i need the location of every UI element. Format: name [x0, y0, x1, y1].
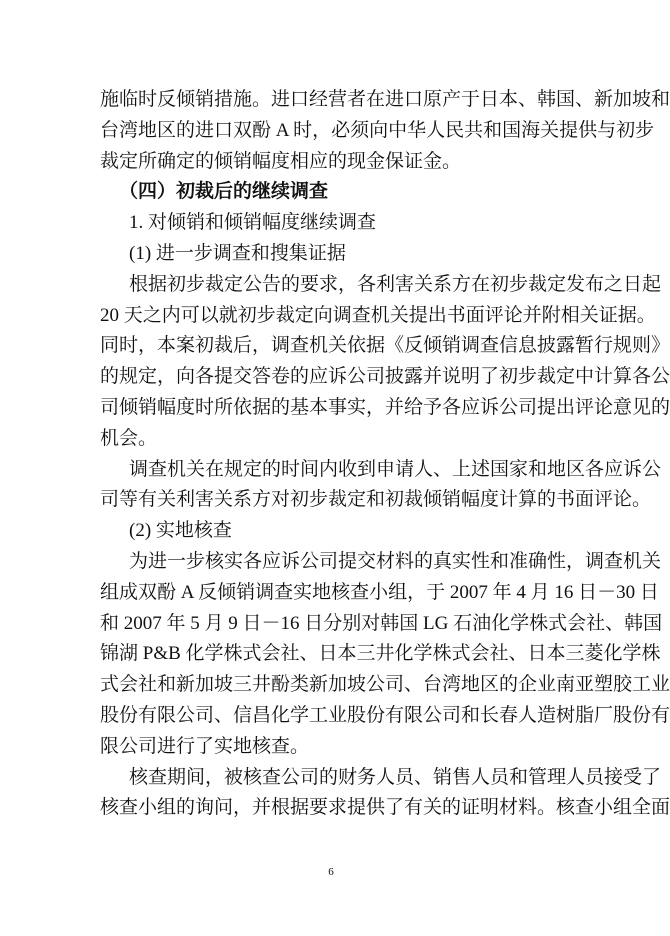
page-number: 6 [328, 866, 334, 878]
body-text-line: 司倾销幅度时所依据的基本事实，并给予各应诉公司提出评论意见的 [100, 396, 670, 418]
body-text-line: 组成双酚 A 反倾销调查实地核查小组，于 2007 年 4 月 16 日－30 日 [100, 581, 659, 603]
body-text-line: 裁定所确定的倾销幅度相应的现金保证金。 [100, 150, 462, 172]
body-text-line: 股份有限公司、信昌化学工业股份有限公司和长春人造树脂厂股份有 [100, 704, 670, 726]
body-text-line: 核查小组的询问，并根据要求提供了有关的证明材料。核查小组全面 [100, 797, 670, 819]
body-text-line: 式会社和新加坡三井酚类新加坡公司、台湾地区的企业南亚塑胶工业 [100, 674, 670, 696]
body-text-line: 调查机关在规定的时间内收到申请人、上述国家和地区各应诉公 [129, 458, 662, 480]
body-text-line: 和 2007 年 5 月 9 日－16 日分别对韩国 LG 石油化学株式会社、韩国 [100, 612, 663, 634]
body-text-line: 台湾地区的进口双酚 A 时，必须向中华人民共和国海关提供与初步 [100, 119, 655, 141]
section-heading: （四）初裁后的继续调查 [119, 181, 329, 203]
body-text-line: 的规定，向各提交答卷的应诉公司披露并说明了初步裁定中计算各公 [100, 366, 670, 388]
body-text-line: 核查期间，被核查公司的财务人员、销售人员和管理人员接受了 [129, 766, 662, 788]
subsection-heading: 1. 对倾销和倾销幅度继续调查 [129, 212, 377, 234]
body-text-line: 同时，本案初裁后，调查机关依据《反倾销调查信息披露暂行规则》 [100, 335, 670, 357]
body-text-line: 限公司进行了实地核查。 [100, 735, 310, 757]
subsection-heading: (1) 进一步调查和搜集证据 [129, 242, 346, 264]
body-text-line: 施临时反倾销措施。进口经营者在进口原产于日本、韩国、新加坡和 [100, 89, 670, 110]
body-text-line: 为进一步核实各应诉公司提交材料的真实性和准确性，调查机关 [129, 550, 662, 572]
document-page [100, 85, 670, 824]
body-text-line: 根据初步裁定公告的要求，各利害关系方在初步裁定发布之日起 [129, 273, 662, 295]
body-text-line: 锦湖 P&B 化学株式会社、日本三井化学株式会社、日本三菱化学株 [100, 643, 661, 665]
subsection-heading: (2) 实地核查 [129, 520, 232, 542]
body-text-line: 20 天之内可以就初步裁定向调查机关提出书面评论并附相关证据。 [100, 304, 656, 326]
body-text-line: 机会。 [100, 427, 158, 449]
body-text-line: 司等有关利害关系方对初步裁定和初裁倾销幅度计算的书面评论。 [100, 489, 652, 511]
